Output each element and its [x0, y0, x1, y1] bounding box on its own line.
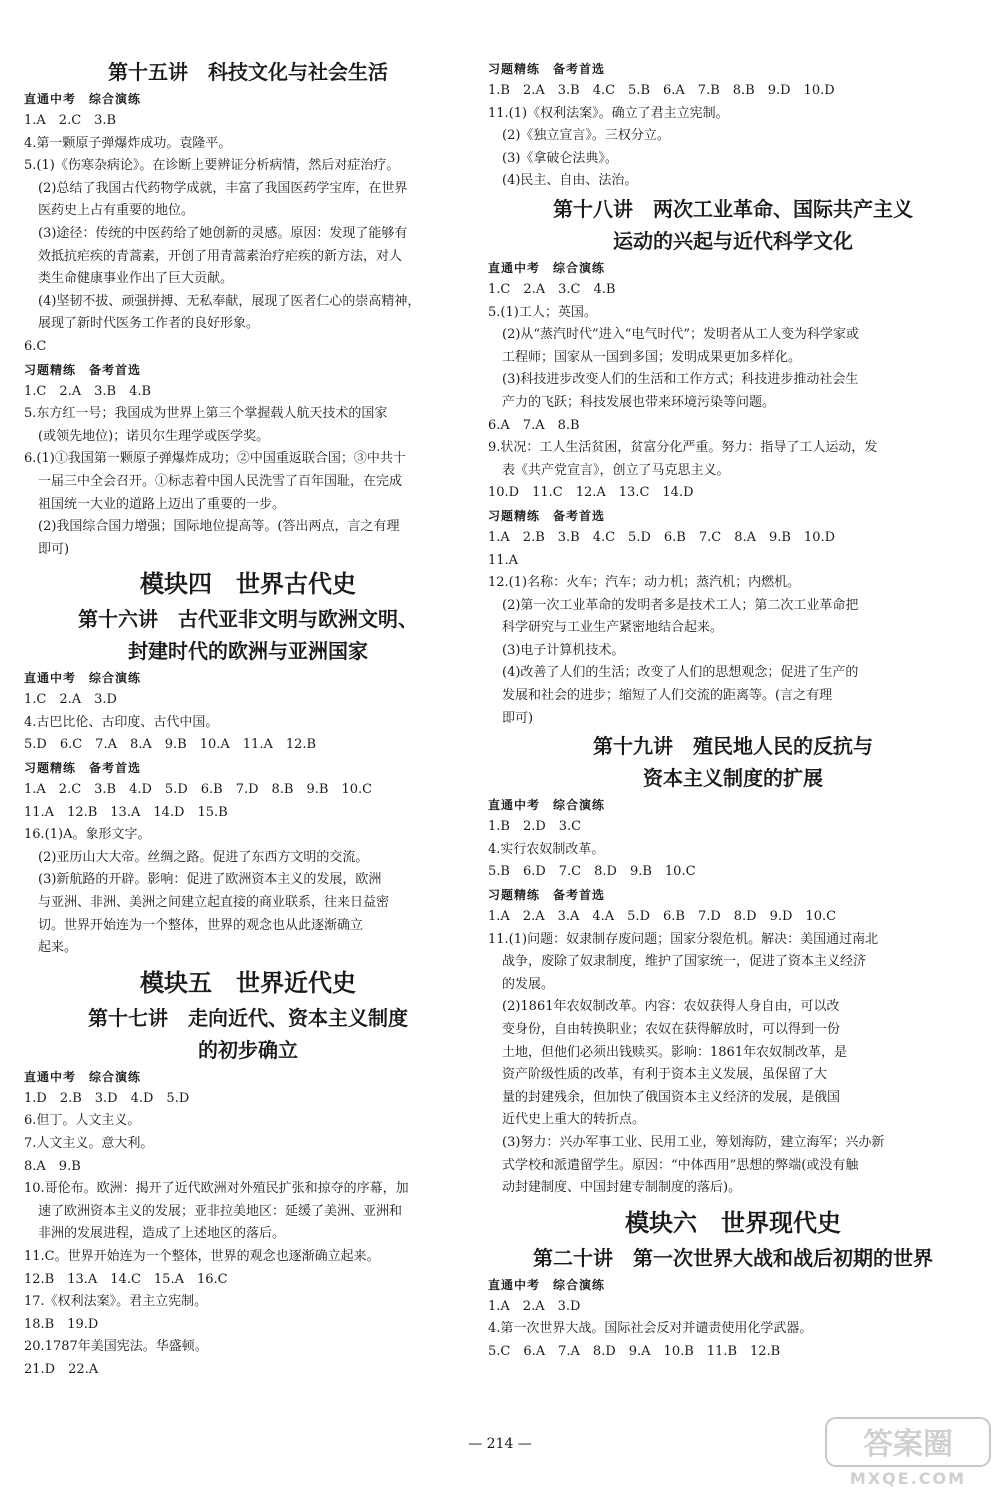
answer-line: 近代史上重大的转折点。	[502, 1112, 646, 1128]
answer-line: 工程师；国家从一国到多国；发明成果更加多样化。	[502, 349, 802, 365]
answer-line: 动封建制度、中国封建专制制度的落后)。	[502, 1180, 742, 1196]
answer-line: 1.D 2.B 3.D 4.D 5.D	[24, 1090, 190, 1106]
module-heading: 模块四 世界古代史	[140, 570, 356, 599]
answer-line: 12.(1)名称：火车；汽车；动力机；蒸汽机；内燃机。	[488, 575, 801, 591]
answer-line: 18.B 19.D	[24, 1316, 99, 1332]
answer-line: 土地，但他们必须出钱赎买。影响：1861年农奴制改革，是	[502, 1044, 848, 1060]
answer-line: 1.A 2.A 3.A 4.A 5.D 6.B 7.D 8.D 9.D 10.C	[488, 909, 837, 925]
lecture-heading: 资本主义制度的扩展	[643, 766, 823, 791]
answer-line: 1.C 2.A 3.B 4.B	[24, 383, 152, 399]
lecture-heading: 第二十讲 第一次世界大战和战后初期的世界	[533, 1245, 933, 1270]
lecture-heading: 封建时代的欧洲与亚洲国家	[128, 639, 368, 664]
answer-line: (2)《独立宣言》。三权分立。	[502, 128, 670, 144]
answer-line: (2)我国综合国力增强；国际地位提高等。(答出两点，言之有理	[38, 519, 400, 535]
answer-line: 17.《权利法案》。君主立宪制。	[24, 1294, 208, 1310]
answer-line: (4)民主、自由、法治。	[502, 173, 638, 189]
answer-line: 1.C 2.A 3.C 4.B	[488, 281, 616, 297]
answer-line: 21.D 22.A	[24, 1361, 99, 1377]
answer-line: (2)亚历山大大帝。丝绸之路。促进了东西方文明的交流。	[38, 849, 369, 865]
answer-line: 20.1787年美国宪法。华盛顿。	[24, 1339, 208, 1355]
watermark-logo	[822, 1412, 994, 1490]
answer-line: 展现了新时代医务工作者的良好形象。	[38, 316, 260, 332]
answer-line: 11.C。世界开始连为一个整体，世界的观念也逐渐确立起来。	[24, 1248, 380, 1264]
answer-line: 的发展。	[502, 976, 555, 992]
answer-line: 表《共产党宣言》，创立了马克思主义。	[502, 462, 730, 478]
answer-line: 式学校和派遣留学生。原因：“中体西用”思想的弊端(或没有触	[502, 1157, 859, 1173]
answer-line: (3)努力：兴办军事工业、民用工业，筹划海防，建立海军；兴办新	[502, 1134, 885, 1150]
answer-line: 8.A 9.B	[24, 1158, 81, 1174]
answer-line: 效抵抗疟疾的青蒿素，开创了用青蒿素治疗疟疾的新方法，对人	[38, 248, 403, 264]
watermark-url: MXQE.COM	[849, 1469, 967, 1488]
lecture-heading: 第十九讲 殖民地人民的反抗与	[593, 734, 873, 759]
answer-line: 7.人文主义。意大利。	[24, 1136, 154, 1151]
answer-line: 11.A	[488, 552, 519, 568]
answer-line: 6.C	[24, 338, 47, 354]
module-heading: 模块五 世界近代史	[140, 968, 356, 997]
answer-line: 速了欧洲资本主义的发展；亚非拉美地区：延缓了美洲、亚洲和	[38, 1203, 403, 1219]
answer-line: 科学研究与工业生产紧密地结合起来。	[502, 620, 724, 636]
answer-line: 5.C 6.A 7.A 8.D 9.A 10.B 11.B 12.B	[488, 1343, 781, 1359]
lecture-heading: 第十七讲 走向近代、资本主义制度	[88, 1005, 408, 1030]
lecture-heading: 第十五讲 科技文化与社会生活	[108, 60, 388, 84]
left-column	[24, 56, 472, 1382]
answer-line: 医药史上占有重要的地位。	[38, 203, 195, 219]
answer-line: 11.(1)问题：奴隶制存废问题；国家分裂危机。解决：美国通过南北	[488, 931, 879, 947]
answer-line: (3)途径：传统的中医药给了她创新的灵感。原因：发现了能够有	[38, 225, 408, 241]
lecture-heading: 的初步确立	[198, 1037, 298, 1062]
answer-line: 类生命健康事业作出了巨大贡献。	[38, 271, 234, 287]
watermark-title: 答案圈	[863, 1427, 953, 1462]
answer-line: (4)改善了人们的生活；改变了人们的思想观念；促进了生产的	[502, 665, 859, 681]
answer-line: (2)从“蒸汽时代”进入“电气时代”；发明者从工人变为科学家或	[502, 327, 859, 343]
answer-line: 即可)	[502, 710, 534, 726]
answer-line: (3)科技进步改变人们的生活和工作方式；科技进步推动社会生	[502, 372, 859, 388]
answer-line: 切。世界开始连为一个整体，世界的观念也从此逐渐确立	[38, 917, 364, 933]
answer-line: 祖国统一大业的道路上迈出了重要的一步。	[38, 496, 286, 512]
answer-line: (3)《拿破仑法典》。	[502, 150, 618, 166]
answer-line: 发展和社会的进步；缩短了人们交流的距离等。(言之有理	[502, 688, 833, 704]
answer-line: 1.A 2.C 3.B 4.D 5.D 6.B 7.D 8.B 9.B 10.C	[24, 782, 373, 798]
answer-line: 5.B 6.D 7.C 8.D 9.B 10.C	[488, 864, 696, 880]
answer-line: 9.状况：工人生活贫困，贫富分化严重。努力：指导了工人运动，发	[488, 440, 878, 456]
answer-line: 一届三中全会召开。①标志着中国人民洗雪了百年国耻，在完成	[38, 473, 403, 489]
answer-line: (2)总结了我国古代药物学成就，丰富了我国医药学宝库，在世界	[38, 180, 408, 196]
module-heading: 模块六 世界现代史	[625, 1208, 841, 1237]
page-number: — 214 —	[468, 1436, 532, 1452]
section-label: 习题精练 备考首选	[24, 362, 142, 377]
lecture-heading: 第十六讲 古代亚非文明与欧洲文明、	[78, 607, 418, 632]
section-label: 直通中考 综合演练	[488, 260, 606, 275]
lecture-heading: 第十八讲 两次工业革命、国际共产主义	[553, 196, 913, 221]
answer-line: 4.古巴比伦、古印度、古代中国。	[24, 714, 219, 730]
answer-line: 战争，废除了奴隶制度，维护了国家统一，促进了资本主义经济	[502, 954, 867, 970]
answer-line: (4)坚韧不拔、顽强拼搏、无私奉献，展现了医者仁心的崇高精神，	[38, 293, 421, 309]
section-label: 直通中考 综合演练	[24, 671, 142, 686]
answer-line: (3)电子计算机技术。	[502, 642, 625, 658]
answer-line: 6.A 7.A 8.B	[488, 417, 580, 433]
section-label: 习题精练 备考首选	[488, 888, 606, 903]
answer-line: 4.第一颗原子弹爆炸成功。袁隆平。	[24, 135, 232, 151]
answer-line: 即可)	[38, 541, 70, 557]
answer-line: 16.(1)A。象形文字。	[24, 827, 151, 843]
lecture-heading: 运动的兴起与近代科学文化	[613, 228, 853, 253]
right-column	[488, 58, 978, 1364]
answer-line: 非洲的发展进程，造成了上述地区的落后。	[38, 1226, 286, 1242]
answer-line: 11.A 12.B 13.A 14.D 15.B	[24, 804, 228, 820]
answer-line: 1.A 2.C 3.B	[24, 113, 117, 128]
answer-line: 1.C 2.A 3.D	[24, 692, 117, 708]
answer-line: (2)1861年农奴制改革。内容：农奴获得人身自由，可以改	[502, 999, 840, 1015]
answer-line: (或领先地位)；诺贝尔生理学或医学奖。	[38, 428, 270, 444]
section-label: 习题精练 备考首选	[488, 508, 606, 523]
answer-line: 10.D 11.C 12.A 13.C 14.D	[488, 485, 694, 501]
section-label: 直通中考 综合演练	[488, 1277, 606, 1292]
answer-line: 量的封建残余，但加快了俄国资本主义经济的发展，是俄国	[502, 1089, 841, 1105]
answer-line: 变身份，自由转换职业；农奴在获得解放时，可以得到一份	[502, 1022, 841, 1037]
answer-line: 5.(1)工人；英国。	[488, 304, 597, 320]
answer-line: 4.第一次世界大战。国际社会反对并谴责使用化学武器。	[488, 1321, 813, 1337]
answer-line: 5.东方红一号；我国成为世界上第三个掌握载人航天技术的国家	[24, 406, 388, 422]
answer-line: 10.哥伦布。欧洲：揭开了近代欧洲对外殖民扩张和掠夺的序幕，加	[24, 1181, 409, 1197]
answer-line: 1.B 2.A 3.B 4.C 5.B 6.A 7.B 8.B 9.D 10.D	[488, 83, 835, 98]
section-label: 直通中考 综合演练	[24, 1069, 142, 1084]
answer-line: 5.D 6.C 7.A 8.A 9.B 10.A 11.A 12.B	[24, 737, 317, 753]
answer-line: 6.(1)①我国第一颗原子弹爆炸成功；②中国重返联合国；③中共十	[24, 451, 406, 467]
section-label: 直通中考 综合演练	[24, 92, 142, 106]
answer-line: 资产阶级性质的改革，有利于资本主义发展，虽保留了大	[502, 1067, 828, 1083]
answer-line: 5.(1)《伤寒杂病论》。在诊断上要辨证分析病情，然后对症治疗。	[24, 158, 400, 174]
section-label: 习题精练 备考首选	[488, 62, 606, 76]
answer-line: 12.B 13.A 14.C 15.A 16.C	[24, 1271, 228, 1287]
answer-line: 11.(1)《权利法案》。确立了君主立宪制。	[488, 105, 729, 121]
answer-line: 产力的飞跃；科技发展也带来环境污染等问题。	[502, 394, 776, 410]
answer-line: 1.B 2.D 3.C	[488, 819, 582, 835]
answer-line: (3)新航路的开辟。影响：促进了欧洲资本主义的发展，欧洲	[38, 872, 382, 888]
answer-line: 起来。	[38, 940, 78, 956]
answer-line: (2)第一次工业革命的发明者多是技术工人；第二次工业革命把	[502, 597, 859, 613]
answer-line: 1.A 2.A 3.D	[488, 1298, 581, 1314]
answer-line: 4.实行农奴制改革。	[488, 841, 605, 857]
answer-line: 6.但丁。人文主义。	[24, 1113, 141, 1129]
section-label: 直通中考 综合演练	[488, 798, 606, 813]
answer-line: 1.A 2.B 3.B 4.C 5.D 6.B 7.C 8.A 9.B 10.D	[488, 529, 836, 545]
section-label: 习题精练 备考首选	[24, 761, 142, 776]
answer-line: 与亚洲、非洲、美洲之间建立起直接的商业联系，往来日益密	[38, 895, 390, 911]
